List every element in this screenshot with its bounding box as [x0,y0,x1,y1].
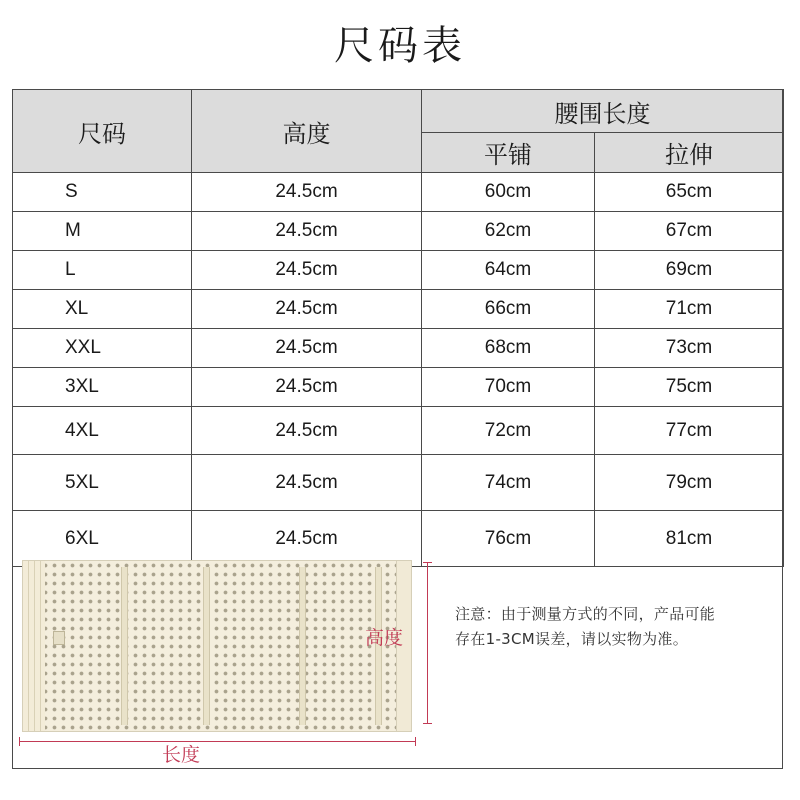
cell-flat: 60cm [422,173,595,212]
cell-stretch: 73cm [595,329,784,368]
cell-height: 24.5cm [192,329,422,368]
hook-clasp [53,631,65,645]
cell-size: 4XL [13,407,192,455]
cell-flat: 68cm [422,329,595,368]
cell-stretch: 81cm [595,511,784,567]
cell-height: 24.5cm [192,511,422,567]
cell-stretch: 71cm [595,290,784,329]
cell-size: S [13,173,192,212]
measurement-note [455,602,770,652]
panel-seam [299,567,306,725]
cell-flat: 74cm [422,455,595,511]
panel-seam [121,567,128,725]
cell-size: XXL [13,329,192,368]
note-line-1: 注意：由于测量方式的不同，产品可能 [455,605,716,623]
cell-height: 24.5cm [192,173,422,212]
cell-stretch: 65cm [595,173,784,212]
header-size: 尺码 [13,90,192,173]
panel-seam [203,567,210,725]
page-title: 尺码表 [334,23,466,69]
cell-height: 24.5cm [192,290,422,329]
cell-stretch: 69cm [595,251,784,290]
height-dimension-line [427,562,428,724]
header-waist-length: 腰围长度 [422,90,784,133]
cell-height: 24.5cm [192,368,422,407]
cell-size: 5XL [13,455,192,511]
height-label: 高度 [365,627,404,649]
mesh-texture [23,561,411,731]
header-flat: 平铺 [422,133,595,173]
cell-stretch: 79cm [595,455,784,511]
cell-height: 24.5cm [192,251,422,290]
cell-height: 24.5cm [192,407,422,455]
note-line-2: 存在1-3CM误差，请以实物为准。 [455,630,689,648]
cell-size: XL [13,290,192,329]
header-height: 高度 [192,90,422,173]
cell-stretch: 75cm [595,368,784,407]
cell-size: 6XL [13,511,192,567]
cell-size: M [13,212,192,251]
product-left-edge [23,561,45,731]
cell-flat: 72cm [422,407,595,455]
cell-stretch: 67cm [595,212,784,251]
cell-flat: 62cm [422,212,595,251]
cell-flat: 76cm [422,511,595,567]
cell-stretch: 77cm [595,407,784,455]
length-label: 长度 [162,744,201,766]
cell-flat: 70cm [422,368,595,407]
length-dimension-line [19,741,416,742]
cell-size: 3XL [13,368,192,407]
product-image [22,560,412,732]
cell-height: 24.5cm [192,455,422,511]
cell-height: 24.5cm [192,212,422,251]
header-stretch: 拉伸 [595,133,784,173]
cell-size: L [13,251,192,290]
cell-flat: 64cm [422,251,595,290]
cell-flat: 66cm [422,290,595,329]
